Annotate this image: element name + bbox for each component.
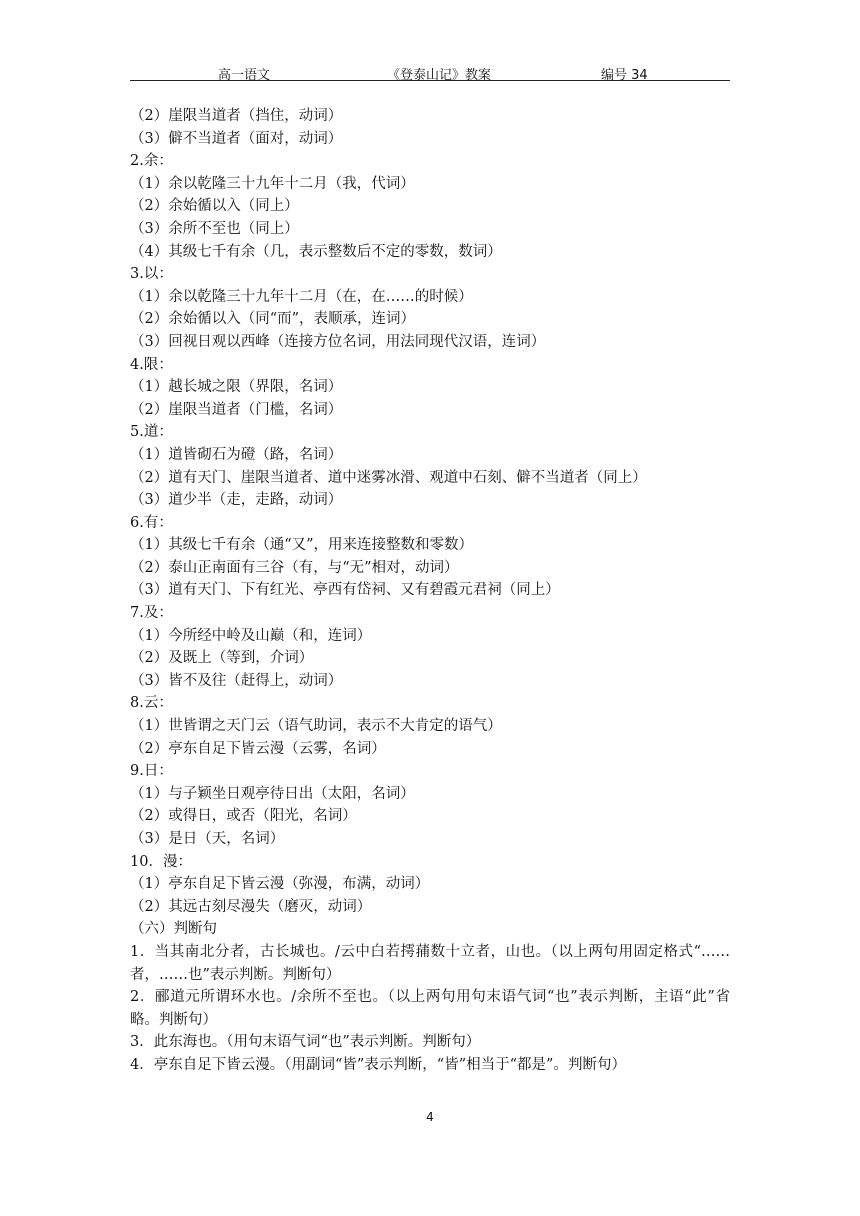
judgment-sentence-paragraph: 2．郦道元所谓环水也。/余所不至也。（以上两句用句末语气词“也”表示判断，主语“此”省略。判断句）: [130, 989, 730, 1028]
text-line: （3）道少半（走，走路，动词）: [130, 492, 343, 509]
text-line: （2）余始循以入（同上）: [130, 198, 299, 215]
text-line: （3）僻不当道者（面对，动词）: [130, 130, 343, 147]
text-line: （1）越长城之限（界限，名词）: [130, 379, 343, 396]
section-heading: 5.道：: [130, 424, 173, 441]
text-line: （2）其远古刻尽漫失（磨灭，动词）: [130, 898, 372, 915]
judgment-sentence-paragraph: 1．当其南北分者，古长城也。/云中白若摴蒱数十立者，山也。（以上两句用固定格式“……者，……也”表示判断。判断句）: [130, 943, 730, 983]
text-line: （3）道有天门、下有红光、亭西有岱祠、又有碧霞元君祠（同上）: [130, 582, 560, 599]
header-number: 编号 34: [601, 68, 648, 83]
text-line: （4）其级七千有余（几，表示整数后不定的零数，数词）: [130, 243, 502, 260]
text-line: （2）亭东自足下皆云漫（云雾，名词）: [130, 740, 386, 757]
section-heading: 7.及：: [130, 605, 173, 622]
judgment-sentence-paragraph: 3．此东海也。（用句末语气词“也”表示判断。判断句）: [130, 1034, 481, 1051]
page-number: 4: [426, 1110, 434, 1124]
text-line: （1）余以乾隆三十九年十二月（在，在……的时候）: [130, 288, 473, 305]
text-line: （3）是日（天，名词）: [130, 831, 285, 847]
text-line: （1）亭东自足下皆云漫（弥漫，布满，动词）: [130, 876, 430, 893]
section-heading: 10．漫：: [130, 853, 192, 870]
text-line: （2）崖限当道者（门槛，名词）: [130, 401, 343, 418]
section-heading: 8.云：: [130, 695, 173, 712]
text-line: （2）余始循以入（同“而”，表顺承，连词）: [130, 311, 416, 328]
section-heading: 6.有：: [130, 514, 173, 531]
text-line: （1）余以乾隆三十九年十二月（我，代词）: [130, 175, 415, 192]
text-line: （3）余所不至也（同上）: [130, 220, 299, 237]
page-header: [130, 60, 730, 83]
text-line: （1）道皆砌石为磴（路，名词）: [130, 446, 343, 463]
section-heading: 3.以：: [130, 266, 173, 283]
text-line: （2）泰山正南面有三谷（有，与“无”相对，动词）: [130, 559, 459, 576]
text-line: （2）或得日，或否（阳光，名词）: [130, 808, 357, 825]
text-line: （3）回视日观以西峰（连接方位名词，用法同现代汉语，连词）: [130, 333, 546, 350]
header-title: 《登泰山记》教案: [387, 68, 492, 83]
text-line: （1）今所经中岭及山巅（和，连词）: [130, 627, 372, 644]
text-line: （1）世皆谓之天门云（语气助词，表示不大肯定的语气）: [130, 718, 502, 735]
subsection-heading: （六）判断句: [130, 921, 217, 938]
document-body: [130, 105, 730, 1077]
header-subject: 高一语文: [218, 68, 271, 83]
section-heading: 9.日：: [130, 763, 173, 780]
text-line: （2）及既上（等到，介词）: [130, 650, 314, 667]
text-line: （3）皆不及往（赶得上，动词）: [130, 672, 343, 689]
section-heading: 2.余：: [130, 153, 173, 170]
section-heading: 4.限：: [130, 356, 173, 373]
judgment-sentence-paragraph: 4．亭东自足下皆云漫。（用副词“皆”表示判断，“皆”相当于“都是”。判断句）: [130, 1056, 626, 1073]
text-line: （1）其级七千有余（通“又”，用来连接整数和零数）: [130, 537, 474, 554]
text-line: （2）道有天门、崖限当道者、道中迷雾冰滑、观道中石刻、僻不当道者（同上）: [130, 469, 647, 486]
header-rule: [130, 80, 730, 81]
text-line: （2）崖限当道者（挡住，动词）: [130, 108, 343, 124]
text-line: （1）与子颖坐日观亭待日出（太阳，名词）: [130, 785, 415, 802]
